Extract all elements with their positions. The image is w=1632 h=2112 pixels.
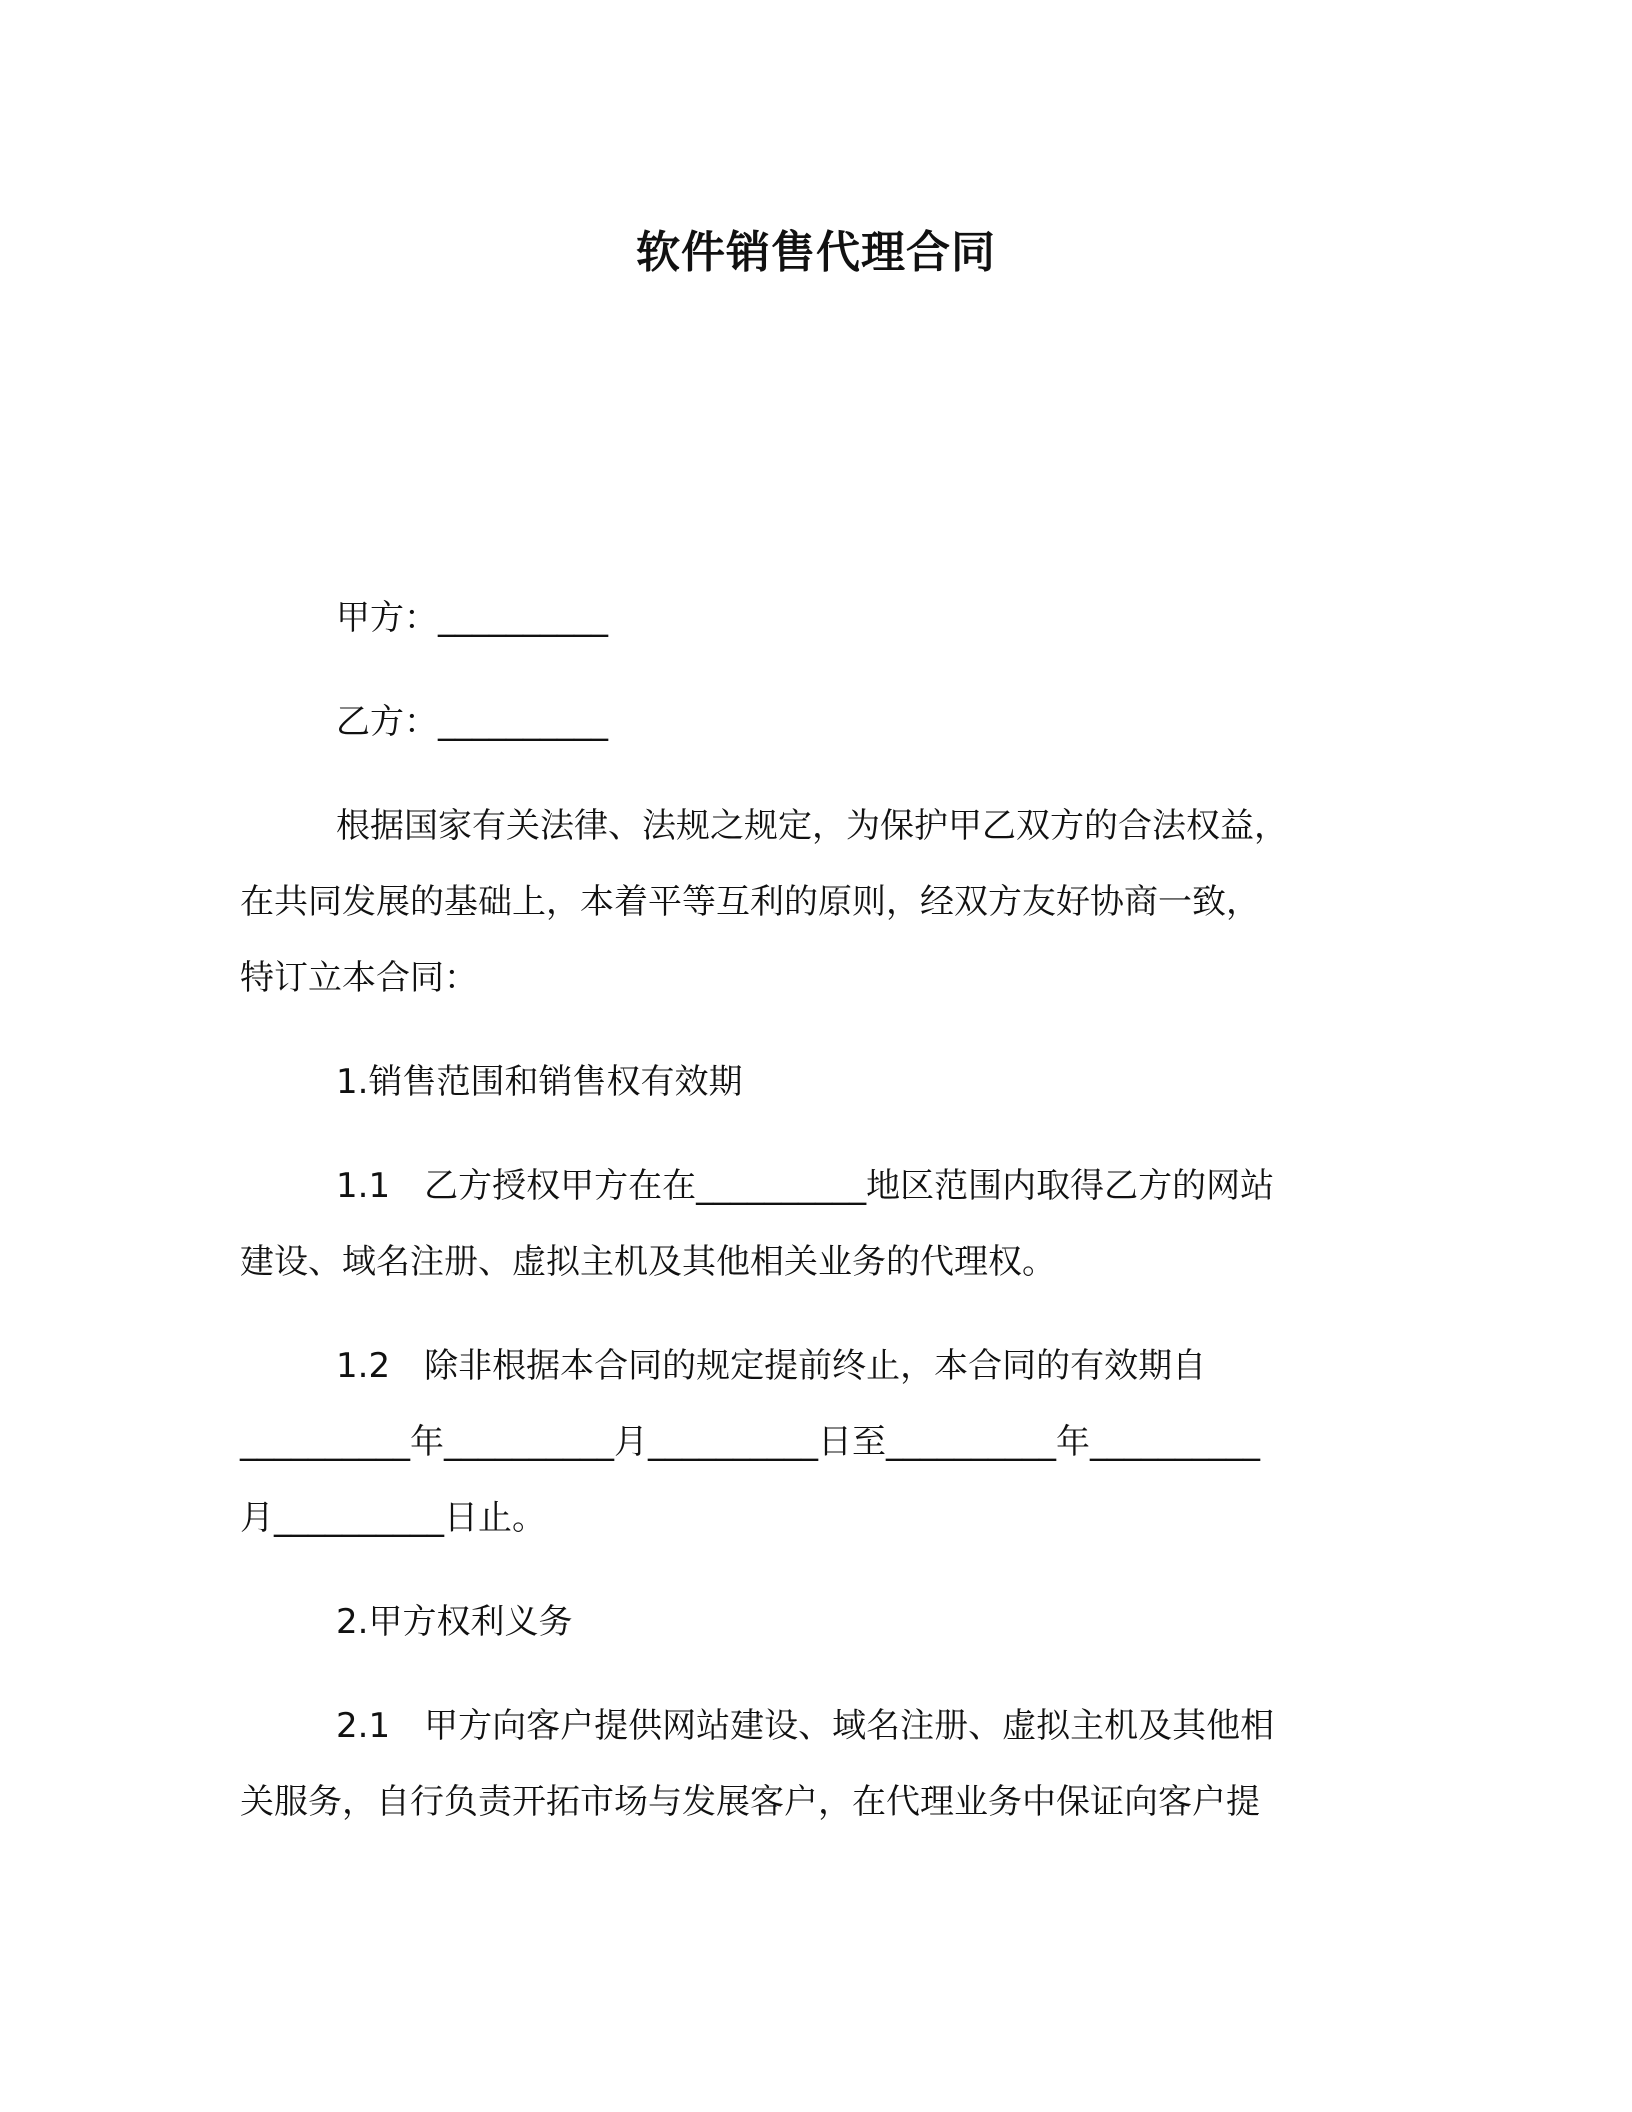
clause-1-2-line-1: 1.2 除非根据本合同的规定提前终止，本合同的有效期自: [336, 1346, 1207, 1386]
clause-1-2-line-2: __________年__________月__________日至__________年__________: [240, 1422, 1260, 1462]
clause-1-1-line-1: 1.1 乙方授权甲方在在__________地区范围内取得乙方的网站: [336, 1166, 1275, 1206]
party-a-line: 甲方：__________: [336, 598, 608, 638]
preamble-line-1: 根据国家有关法律、法规之规定，为保护甲乙双方的合法权益，: [336, 806, 1288, 846]
clause-1-1-line-2: 建设、域名注册、虚拟主机及其他相关业务的代理权。: [240, 1242, 1056, 1282]
preamble-line-2: 在共同发展的基础上，本着平等互利的原则，经双方友好协商一致，: [240, 882, 1260, 922]
section-1-heading: 1.销售范围和销售权有效期: [336, 1062, 743, 1102]
preamble-line-3: 特订立本合同：: [240, 958, 478, 998]
clause-2-1-line-1: 2.1 甲方向客户提供网站建设、域名注册、虚拟主机及其他相: [336, 1706, 1275, 1746]
clause-1-2-line-3: 月__________日止。: [240, 1498, 546, 1538]
section-2-heading: 2.甲方权利义务: [336, 1602, 573, 1642]
party-b-line: 乙方：__________: [336, 702, 608, 742]
clause-2-1-line-2: 关服务，自行负责开拓市场与发展客户，在代理业务中保证向客户提: [240, 1782, 1260, 1822]
document-title: 软件销售代理合同: [636, 227, 996, 278]
